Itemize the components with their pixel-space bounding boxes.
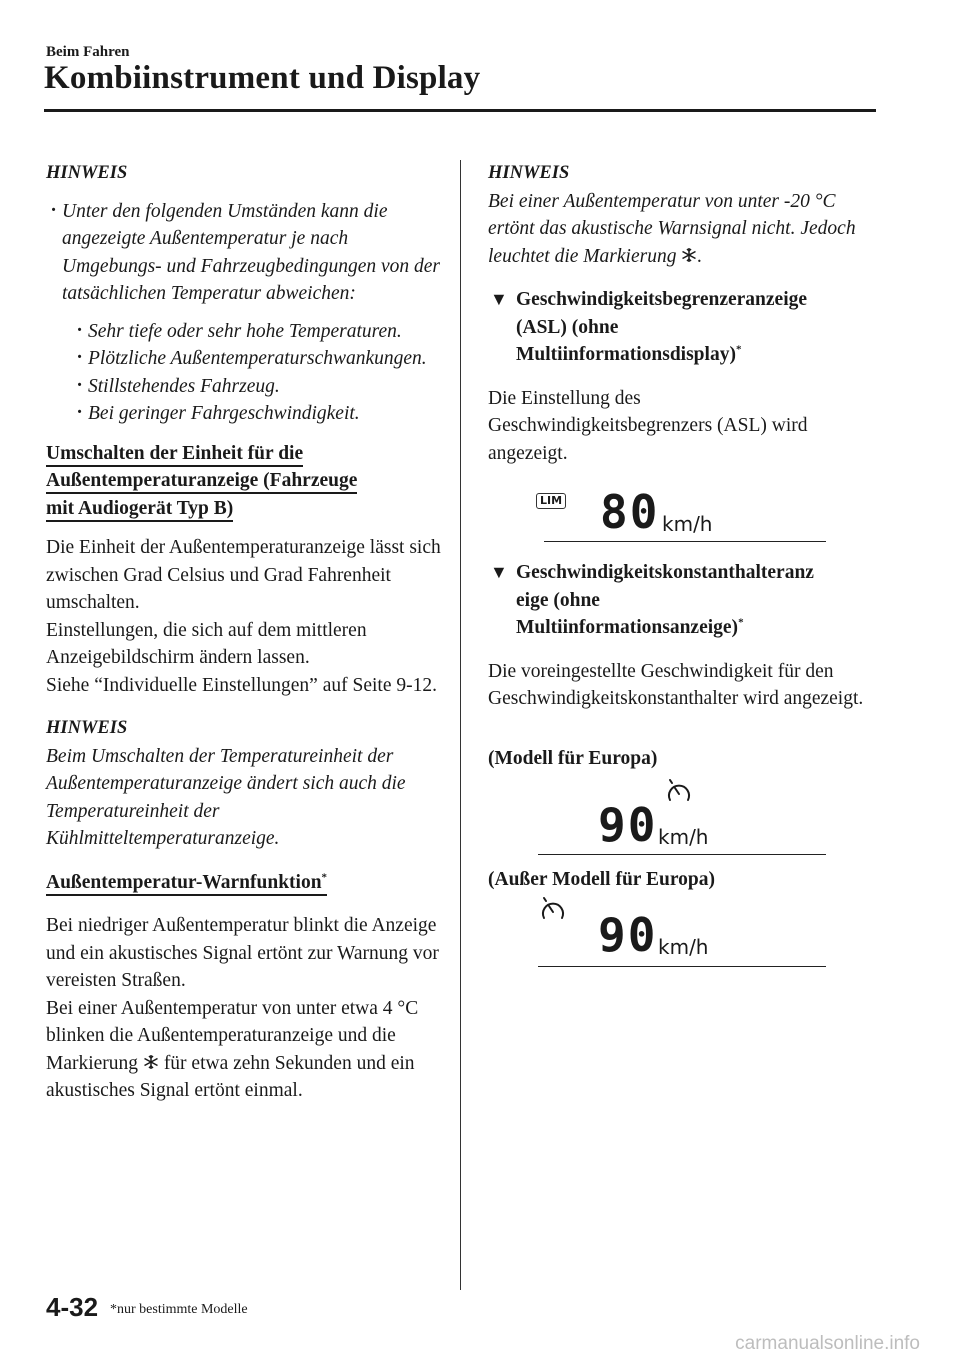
section-heading-cruise: ▼ Geschwindigkeitskonstanthalteranz eige (ohne Multiinformationsanzeige)*	[488, 559, 868, 642]
body-text-with-icon: Bei einer Außentemperatur von unter etwa 4 °C blinken die Außentemperaturanzeige und die Markierung für etwa zehn Sekunden und ein akustisches Signal ertönt einmal.	[46, 997, 419, 1101]
display-baseline	[544, 541, 826, 542]
page-title: Kombiinstrument und Display	[44, 60, 481, 96]
column-divider	[460, 160, 461, 1290]
subbullet: · Stillstehendes Fahrzeug.	[72, 373, 446, 401]
body-text: Die Einstellung des Geschwindigkeitsbegrenzers (ASL) wird angezeigt.	[488, 387, 808, 464]
body-text: Die Einheit der Außentemperaturanzeige lässt sich zwischen Grad Celsius und Grad Fahrenheit umschalten.	[46, 537, 441, 613]
note-text-with-icon: Bei einer Außentemperatur von unter -20 °C ertönt das akustische Warnsignal nicht. Jedoch leuchtet die Markierung .	[488, 190, 856, 267]
note-heading: HINWEIS	[46, 718, 128, 738]
note-heading: HINWEIS	[46, 163, 128, 183]
triangle-icon: ▼	[490, 289, 508, 309]
footnote: *nur bestimmte Modelle	[110, 1302, 248, 1317]
section-heading-asl: ▼ Geschwindigkeitsbegrenzeranzeige (ASL) (ohne Multiinformationsdisplay)*	[488, 286, 868, 369]
speed-unit: km/h	[658, 934, 709, 959]
note-bullet: · Unter den folgenden Umständen kann die angezeigte Außentemperatur je nach Umgebungs- und Fahrzeugbedingungen von der tatsächlichen Temperatur abweichen:	[46, 198, 446, 308]
model-label-non-eu: (Außer Modell für Europa)	[488, 869, 715, 890]
cruise-display-non-eu	[488, 894, 868, 968]
body-text: Siehe “Individuelle Einstellungen” auf Seite 9-12.	[46, 674, 437, 696]
display-baseline	[538, 966, 826, 967]
model-label-eu: (Modell für Europa)	[488, 747, 658, 769]
right-column	[488, 160, 868, 968]
watermark: carmanualsonline.info	[735, 1333, 920, 1354]
speed-readout: 80	[600, 485, 660, 539]
body-text: Bei niedriger Außentemperatur blinkt die Anzeige und ein akustisches Signal ertönt zur Warnung vor vereisten Straßen.	[46, 915, 439, 991]
body-text: Die voreingestellte Geschwindigkeit für den Geschwindigkeitskonstanthalter wird angezeigt.	[488, 660, 864, 709]
speed-readout: 90	[598, 907, 658, 962]
cruise-display-eu	[488, 772, 868, 854]
note-heading: HINWEIS	[488, 163, 570, 183]
speed-unit: km/h	[662, 512, 713, 536]
title-rule	[44, 109, 876, 112]
snowflake-icon	[143, 1054, 159, 1070]
speed-readout: 90	[598, 798, 658, 852]
left-column	[46, 160, 446, 1105]
display-baseline	[538, 854, 826, 855]
cruise-control-icon	[540, 896, 566, 924]
subbullet: · Plötzliche Außentemperaturschwankungen.	[72, 345, 446, 373]
section-heading-warning: Außentemperatur-Warnfunktion*	[46, 869, 446, 897]
snowflake-icon	[681, 247, 697, 263]
cruise-control-icon	[666, 778, 692, 806]
subbullet: · Bei geringer Fahrgeschwindigkeit.	[72, 400, 446, 428]
asl-display-illustration	[488, 477, 868, 543]
section-heading-unit-switch: Umschalten der Einheit für die Außentemperaturanzeige (Fahrzeuge mit Audiogerät Typ B)	[46, 440, 446, 523]
page-number: 4-32	[46, 1292, 99, 1322]
note-subbullets	[72, 318, 446, 428]
note-text: Beim Umschalten der Temperatureinheit der Außentemperaturanzeige ändert sich auch die Temperatureinheit der Kühlmitteltemperaturanzeige.	[46, 745, 406, 849]
triangle-icon: ▼	[490, 562, 508, 582]
subbullet: · Sehr tiefe oder sehr hohe Temperaturen.	[72, 318, 446, 346]
body-text: Einstellungen, die sich auf dem mittleren Anzeigebildschirm ändern lassen.	[46, 619, 367, 668]
speed-unit: km/h	[658, 825, 709, 849]
lim-badge: LIM	[536, 493, 566, 509]
section-label: Beim Fahren	[46, 44, 130, 60]
